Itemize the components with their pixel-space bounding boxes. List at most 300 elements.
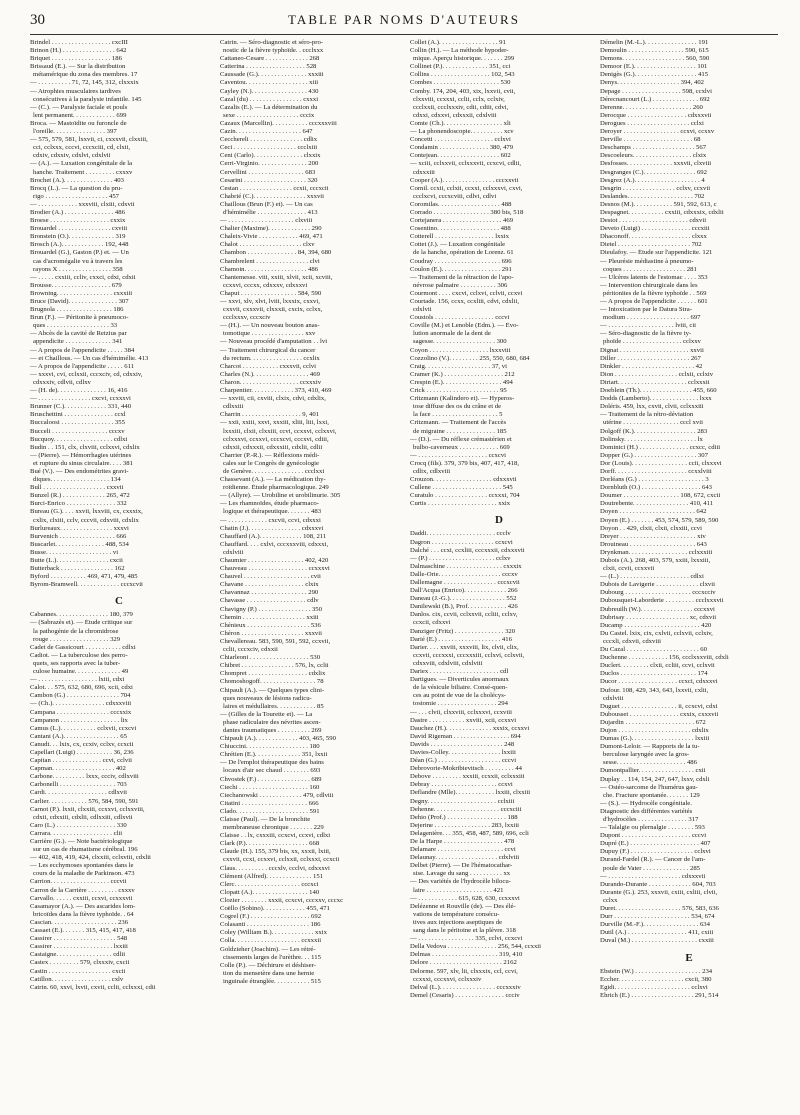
index-entry: de la vésicule biliaire. Consé-quen- (413, 684, 508, 692)
index-entry: sagesse. . . . . . . . . . . . . . . . . . . 300 (413, 338, 507, 346)
index-entry: Diller . . . . . . . . . . . . . . . . . . . . . . 267 (600, 354, 701, 362)
index-entry: — La phonendoscopie. . . . . . . . . . xcv (410, 128, 514, 136)
index-entry: Briquet . . . . . . . . . . . . . . . . . . 186 (30, 55, 122, 63)
index-entry: Chatin (J.). . . . . . . . . . . . . . . . cdxxxvi (220, 524, 324, 532)
index-entry: — . . . . . . . . . . . . . . . . . . lxiii, cdxi (30, 676, 125, 684)
index-entry: Chambrelent . . . . . . . . . . . . . . . . clvi (220, 257, 320, 265)
index-entry: Egidi. . . . . . . . . . . . . . . . . . . . . . . cclxvi (600, 983, 708, 991)
index-entry: cdlix, cdlxviii (413, 467, 451, 475)
index-entry: Chavigny (P.) . . . . . . . . . . . . . . . . 350 (220, 605, 322, 613)
index-entry: vations de température consécu- (413, 910, 500, 918)
index-entry: — Des variétés de l'hydrocèle bilocu- (410, 878, 511, 886)
index-entry: Campana . . . . . . . . . . . . . . . . cccxxix (30, 708, 132, 716)
index-entry: — A propos de l'appendicite . . . . . 384 (30, 346, 135, 354)
index-entry: Brosch (A.). . . . . . . . . . . . . 192, 448 (30, 241, 129, 249)
index-entry: phoïde . . . . . . . . . . . . . . . . . . cclxxv (603, 338, 701, 346)
index-entry: Chénieux . . . . . . . . . . . . . . . . . . . 536 (220, 621, 321, 629)
index-entry: Destot . . . . . . . . . . . . . . . . . . . . . cdxvii (600, 217, 707, 225)
index-entry: Collet (A.). . . . . . . . . . . . . . . . . . 91 (410, 39, 506, 46)
index-entry: Davies-Colley. . . . . . . . . . . . . . . . lxxiii (410, 748, 516, 756)
index-entry: Delagenière. . . 355, 458, 487, 589, 696, ccli (410, 829, 529, 837)
index-entry: phase radiculaire des névrites ascen- (223, 718, 321, 726)
index-entry: Desgrez (A.). . . . . . . . . . . . . . . . . . . . 4 (600, 176, 705, 184)
index-entry: Dupré (E.) . . . . . . . . . . . . . . . . . . . . . 407 (600, 840, 711, 848)
index-entry: Goldzieher (Joachim). — Les rétré- (220, 945, 316, 953)
index-entry: de Genève. . . . . . . . . . . . . . . . ccclxxi (223, 467, 325, 475)
index-entry: Dérecnancourt (L.) . . . . . . . . . . . . . . 692 (600, 95, 710, 103)
index-entry: — (D.). — Du réflexe crémastérien et (410, 435, 512, 443)
index-entry: Cadiot. — La tuberculose des perro- (30, 651, 128, 659)
index-entry: Coëllo (Sobino). . . . . . . . . . . . . 455, 471 (220, 905, 330, 913)
index-entry: Cascian. . . . . . . . . . . . . . . . . . . . 236 (30, 918, 129, 926)
index-entry: diques. . . . . . . . . . . . . . . . . . 134 (33, 476, 121, 484)
index-entry: Coley (William B.). . . . . . . . . . . . . xxix (220, 929, 327, 937)
index-entry: Cogrel (F.) . . . . . . . . . . . . . . . . . . 692 (220, 913, 322, 921)
index-entry: de migraine . . . . . . . . . . . . . . . 185 (413, 427, 507, 435)
index-entry: — Séro-diagnostic de la fièvre ty- (600, 330, 692, 338)
index-entry: — Abcès de la cavité de Retzius par (30, 330, 127, 338)
index-entry: Demel (Cesaris) . . . . . . . . . . . . . . . ccciv (410, 991, 520, 999)
index-entry: Bucceli . . . . . . . . . . . . . . . . . cccxv (30, 427, 125, 435)
index-entry: Dupont . . . . . . . . . . . . . . . . . . . . . cccvi (600, 832, 707, 840)
index-entry: Chalier (Maxime). . . . . . . . . . . . . 290 (220, 225, 322, 233)
index-entry: Caventou. . . . . . . . . . . . . . . . . . . xiii (220, 79, 319, 87)
index-entry: cdxxxiii (413, 168, 435, 176)
index-entry: Clopatt (A.). . . . . . . . . . . . . . . . . 140 (220, 888, 320, 896)
index-entry: Diagnostic des différentes variétés (600, 807, 693, 815)
index-entry: Clozier . . . . . . . . xxxii, ccxcvi, cccxxv, cccxc (220, 896, 344, 904)
index-entry: Broca. — Mastoïdite ou furoncle de (30, 119, 127, 127)
index-entry: Dutil (A.) . . . . . . . . . . . . . . . . . . 411, cxiii (600, 929, 714, 937)
index-entry: cxxvii, ccxi, ccxxvi, cclxxii, cclxxxi, ccxcii (223, 856, 340, 864)
index-entry: — . . . . . cxxiii, ccliv, cxxci, cdxi, cdxii (30, 273, 136, 281)
index-entry: Dalle-Orie. . . . . . . . . . . . . . . . . . . cccxv (410, 570, 518, 578)
index-entry: — Traitement de la rétro-déviation (600, 411, 694, 419)
index-entry: Butte (L.). . . . . . . . . . . . . . . . cxcii (30, 557, 123, 564)
index-entry: Durr . . . . . . . . . . . . . . . . . . . . . . . 534, 674 (600, 913, 715, 921)
index-entry: l'oreille. . . . . . . . . . . . . . . . 397 (33, 128, 117, 136)
index-entry: cdxlvii (413, 306, 432, 314)
index-entry: Comte (Ch.). . . . . . . . . . . . . . . . . . xli (410, 119, 511, 127)
index-entry: culose humaine. . . . . . . . . . . . . . 49 (33, 668, 129, 676)
index-entry: Duret. . . . . . . . . . . . . . . . . . . . 576, 583, 636 (600, 905, 719, 913)
index-column (220, 39, 398, 1000)
index-entry: Colla. . . . . . . . . . . . . . . . . . . . ccxxxii (220, 937, 322, 945)
index-entry: cas d'acromégalie vu à travers les (33, 257, 123, 265)
index-entry: Brindel . . . . . . . . . . . . . . . . . . cxcIII (30, 39, 128, 46)
index-entry: Capellari (Luigi) . . . . . . . . . . . 36, 236 (30, 748, 134, 756)
index-entry: Brouardel (G.), Gaston (P.) et. — Un (30, 249, 129, 257)
index-entry: Cadet de Gassicourt . . . . . . . . . . . cdlxi (30, 643, 136, 651)
index-entry: Cabannes. . . . . . . . . . . . . . . . 180, 379 (30, 611, 133, 619)
index-entry: Chaleix-Vivie . . . . . . . . . . . . 469, 471 (220, 233, 323, 241)
index-entry: Chauffard. . . . cxlvi, cccxxxviii, cdxxxi, (220, 540, 329, 548)
index-entry: Dinkler . . . . . . . . . . . . . . . . . . . . . . 42 (600, 362, 703, 370)
index-entry: appendicite . . . . . . . . . . . . . . 341 (33, 338, 123, 346)
index-entry: Bruce (David). . . . . . . . . . . . . . . 307 (30, 298, 129, 305)
index-entry: Byford . . . . . . . . . . . 469, 471, 479, 485 (30, 573, 138, 581)
index-entry: Durville (M.-F.). . . . . . . . . . . . . . . . . 634 (600, 921, 710, 929)
index-entry: Degny. . . . . . . . . . . . . . . . . . . . . cclxiii (410, 797, 515, 805)
index-entry: Charrier (P.-R.). — Réflexions médi- (220, 451, 320, 459)
index-entry: — xxvi, xlv, xlvi, lviii, lxxxix, cxxvi, (220, 298, 320, 305)
index-entry: Deslandes. . . . . . . . . . . . . . . . . . . . 702 (600, 192, 705, 200)
index-entry: — . . . . . . . . . . . . . . . . . . . . lviii, cii (600, 322, 697, 330)
index-entry: Eccher. . . . . . . . . . . . . . . . . . . . cxcii, 380 (600, 975, 712, 983)
index-entry: dantes traumatiques . . . . . . . . . . 269 (223, 726, 322, 734)
index-entry: Clerc. . . . . . . . . . . . . . . . . . . . cccxci (220, 880, 319, 888)
index-entry: Courmont . . . . cxcvi, cclxvi, cclvii, ccxvi (410, 289, 523, 297)
index-entry: la pathogénie de la chromidrose (33, 627, 119, 635)
index-entry: Dumas (G.). . . . . . . . . . . . . . . . . . . lxxiii (600, 735, 710, 743)
index-entry: Claisse . . lx, cxxxiii, ccxcvi, ccxvi, cdlxi (220, 832, 331, 840)
index-entry: — . . . clvii, clxxviii, cclxxxvi, ccxviii (410, 708, 512, 716)
index-entry: tion du mensetère dans une hernie (223, 969, 315, 977)
index-entry: — Talalgie ou plernalgie . . . . . . . . 593 (600, 824, 705, 832)
index-entry: Dehio (Prof.) . . . . . . . . . . . . . . . . . . 188 (410, 813, 518, 821)
index-entry: Comby. 174, 204, 403, xix, lxxvii, cvii, (410, 87, 516, 95)
index-entry: Duclos . . . . . . . . . . . . . . . . . . . . . . . 174 (600, 670, 708, 678)
index-entry: Clark (P.). . . . . . . . . . . . . . . . . . . 668 (220, 840, 320, 848)
index-entry: — Nouveau procédé d'amputation . . lvi (220, 338, 328, 346)
index-entry: Chemin . . . . . . . . . . . . . . . . . . . xxiii (220, 613, 319, 621)
index-entry: Chaillous (Brun (F.) et). — Un cas (220, 200, 313, 208)
index-entry: Delorme. 597, xlv, lii, clxxxix, ccl, ccvi, (410, 967, 518, 975)
index-entry: Chauvel . . . . . . . . . . . . . . . . . . . . cvii (220, 573, 321, 581)
index-entry: Cosentino. . . . . . . . . . . . . . . . . . . 488 (410, 225, 511, 233)
index-columns (30, 39, 778, 1000)
index-entry: — . . . . . . . . . . . . . . . . cxcvi, ccxxxvi (30, 395, 131, 403)
index-entry: Clado. . . . . . . . . . . . . . . . . . . . . . 591 (220, 807, 320, 815)
index-entry: cxlix, clxiii, cclv, cccvii, cdxviii, cdxlix (33, 516, 139, 524)
index-entry: — (S.). — Hydrocèle congénitale. (600, 799, 692, 807)
index-entry: ccxxvi, cccxx, cdxxxv, cdxxxvi (223, 281, 308, 289)
index-entry: Bucquoy. . . . . . . . . . . . . . . . . . cdlxi (30, 435, 128, 443)
index-entry: Cramer (K.) . . . . . . . . . . . . . . . . . . 212 (410, 370, 515, 378)
index-entry: Deroyer . . . . . . . . . . . . . . . . . ccxvi, ccxxv (600, 128, 715, 136)
index-entry: Deflandre (Mlle). . . . . . . . . . . . lxxiii, clxxiii (410, 789, 531, 797)
index-entry: Charpentier. . . . . . . . . . . . . 373, 410, 469 (220, 387, 332, 395)
index-entry: Dominici (H.) . . . . . . . . . . . . . . . ccxcc, cdiii (600, 443, 721, 451)
index-entry: — . . . . . . . . . . . . . . . . . 335, cclvi, ccxcvi (410, 935, 523, 943)
index-entry: Ciechi . . . . . . . . . . . . . . . . . . . . . 160 (220, 783, 320, 791)
index-entry: Doeblein (Th.). . . . . . . . . . . . . . . . 455, 660 (600, 387, 717, 395)
index-entry: Della Vedova . . . . . . . . . . . . . . . 256, 544, ccxxii (410, 943, 542, 951)
index-entry: Dupuy (F.) . . . . . . . . . . . . . . . . . . . cclxvi (600, 848, 711, 856)
index-entry: Demoulin . . . . . . . . . . . . . . . . . 590, 615 (600, 47, 709, 55)
section-letter: E (685, 951, 693, 964)
index-entry: Cassirer . . . . . . . . . . . . . . . . . . . 548 (30, 935, 128, 943)
index-entry: la face . . . . . . . . . . . . . . . . . . . . 5 (413, 411, 503, 419)
index-entry: Dalmaschine . . . . . . . . . . . . . . . . . cxxxix (410, 562, 522, 570)
index-entry: laires et médullaires. . . . . . . . . . . . 85 (223, 702, 324, 710)
index-entry: — xxviii, cii, cxviii, clxix, cdvi, cdxlix, (220, 395, 326, 403)
index-entry: Deveto (Luigi) . . . . . . . . . . . . . . . cccxiii (600, 225, 710, 233)
index-entry: Collins . . . . . . . . . . . . . . . . . . 102, 543 (410, 71, 515, 79)
index-entry: Drynkman. . . . . . . . . . . . . . . . . . cclxxxiii (600, 548, 713, 556)
index-entry: tives aux injections aseptiques de (413, 918, 503, 926)
index-entry: Corrado . . . . . . . . . . . . . . . . . 380 bis, 518 (410, 208, 524, 216)
index-entry: Chamoin. . . . . . . . . . . . . . . . . . . 486 (220, 265, 319, 273)
index-entry: Cornil. ccxii, cclxii, ccxxi, cclxxxvi, cxvi, (410, 184, 523, 192)
index-entry: — . . . . . . . . . . 71, 72, 145, 312, clxxxix (30, 79, 139, 87)
index-entry: Demons. . . . . . . . . . . . . . . . . . . 560, 590 (600, 55, 710, 63)
index-entry: — . . . . . . . . . . . . 615, 628, 630, ccxxxvi (410, 894, 520, 902)
index-entry: Desgranges (C.). . . . . . . . . . . . . . . . 692 (600, 168, 707, 176)
index-entry: Charrin . . . . . . . . . . . . . . . . . . 9, 401 (220, 411, 320, 419)
index-entry: Crouzon. . . . . . . . . . . . . . . . . . cdxxxvii (410, 476, 517, 484)
index-entry: cdxxxiv, cdlvii, cdlxv (33, 378, 91, 386)
index-entry: Carlier. . . . . . . . . . . . 576, 584, 590, 591 (30, 797, 139, 805)
index-entry: Castaigne. . . . . . . . . . . . . . . . . cdlii (30, 951, 126, 959)
index-entry: Chevallereau. 583, 590, 591, 592, ccxvii, (220, 637, 331, 645)
index-entry: — (Sabrazès et). — Étude critique sur (30, 619, 133, 627)
index-entry: Dujon . . . . . . . . . . . . . . . . . . . . . . cdxlix (600, 726, 709, 734)
index-entry: — Intoxication par le Datura Stra- (600, 306, 692, 314)
index-entry: sesse. . . . . . . . . . . . . . . . . . . . . 486 (603, 759, 697, 767)
index-entry: Dariex . . . . . . . . . . . . . . . . . . . . . cdl (410, 668, 509, 676)
index-entry: rouge . . . . . . . . . . . . . . . . . . 329 (33, 635, 121, 643)
index-entry: Daneau (J.-G.). . . . . . . . . . . . . . . . . 552 (410, 595, 517, 603)
index-entry: — Ulcères latents de l'estomac . . . . 353 (600, 273, 708, 281)
index-entry: Coville (M.) et Lenoble (Edm.). — Évo- (410, 322, 519, 330)
index-entry: Dallemagne . . . . . . . . . . . . . . . . cccxcvii (410, 579, 520, 586)
index-entry: Crocq (fils). 379, 379 bis, 407, 417, 418, (410, 459, 520, 467)
index-entry: et rupture du sinus circulaire. . . . 381 (33, 459, 133, 467)
index-entry: lxxxiii, clxii, clxxiii, ccvi, ccxxvi, cclxxvi, (223, 427, 337, 435)
index-entry: Chompret . . . . . . . . . . . . . . . . . . cdxlix (220, 670, 326, 678)
index-entry: Butterback . . . . . . . . . . . . . . . . 162 (30, 565, 125, 573)
index-entry: — . . . . . . . . . . . . . . . . . . . . . ccxcvi (410, 451, 507, 459)
index-entry: — xxii, xxiii, xxvi, xxxiii, xliii, liii, lxxi, (220, 419, 329, 427)
index-entry: Déan (G.) . . . . . . . . . . . . . . . . . . . cccvi (410, 757, 517, 765)
index-entry: Clément (Alfred). . . . . . . . . . . . . . 151 (220, 872, 324, 880)
index-entry: modium . . . . . . . . . . . . . . . . . . . 697 (603, 314, 701, 322)
index-entry: Derogues . . . . . . . . . . . . . . . . . . . cclxi (600, 119, 704, 127)
index-entry: Chaumier . . . . . . . . . . . . . . . . . 402, 420 (220, 557, 329, 564)
index-entry: Campanon . . . . . . . . . . . . . . . . . . lix (30, 716, 128, 724)
index-entry: Busse. . . . . . . . . . . . . . . . . . . . vi (30, 548, 119, 556)
index-entry: Durante (G.). 253, xxxvii, cxiii, cxliii, clvii, (600, 888, 718, 896)
index-entry: Duclert. . . . . . . . . clxii, ccliii, ccvi, cclxvii (600, 662, 715, 670)
index-entry: Charcot . . . . . . . . . . . cxxxvii, cclvi (220, 362, 317, 370)
index-entry: De la Harpe . . . . . . . . . . . . . . . . . . 478 (410, 838, 515, 845)
index-entry: Debray . . . . . . . . . . . . . . . . . . . . ccxvi (410, 781, 513, 789)
index-entry: Dolgoff (K.). . . . . . . . . . . . . . . . . . . 283 (600, 427, 708, 435)
index-entry: Buscarlet. . . . . . . . . . . . . . . 488, 534 (30, 540, 129, 548)
index-entry: Brouardel . . . . . . . . . . . . . . . . cxviii (30, 225, 128, 233)
index-entry: tostomie . . . . . . . . . . . . . . . . . . 294 (413, 700, 508, 708)
index-entry: Charles (N.). . . . . . . . . . . . . . . . . 469 (220, 370, 320, 378)
index-entry: cdxxii, cdxxxii, cdxxxiii, cdxlii, cdlii (223, 443, 323, 451)
index-entry: Cotterell . . . . . . . . . . . . . . . . . . lxxix (410, 233, 510, 241)
index-entry: — (C.). — Paralysie faciale et pouls (30, 103, 128, 111)
index-entry: cclxxxvi, ccxxvi, cccxcvi, cccxvi, cdiii, (223, 435, 329, 443)
index-entry: — 402, 418, 419, 424, clxxiii, cclxviii, cdxlii (30, 854, 151, 862)
index-entry: Charon. . . . . . . . . . . . . . . . . . ccxxxiv (220, 378, 322, 386)
index-entry: Chantemesse. viii, xxiii, xlvii, xcii, xcviii, (220, 273, 333, 281)
index-entry: Cazaux (Marcellin). . . . . . . . . . . cccxxxviii (220, 119, 337, 127)
index-entry: cdxxviii, cdxlviii, cdxlviii (413, 659, 483, 667)
index-entry: Burci-Enrico . . . . . . . . . . . . . . . 332 (30, 500, 127, 508)
index-entry: locaux d'air sec chaud . . . . . . . . 693 (223, 767, 321, 775)
index-entry: Dignat . . . . . . . . . . . . . . . . . . . . . xxvii (600, 346, 704, 354)
index-entry: Davids . . . . . . . . . . . . . . . . . . . . . . 248 (410, 740, 515, 748)
index-entry: Bull . . . . . . . . . . . . . . . . . . . cxxvii (30, 484, 124, 492)
index-entry: ccclxcvi, cccxcviii, cdlvi, cdlvi (413, 192, 497, 200)
index-entry: Chipault (A.). — Quelques types clini- (220, 686, 325, 694)
index-entry: Cassaet (E.). . . . . . . 315, 415, 417, 418 (30, 927, 136, 935)
index-entry: Cardi. . . . . . . . . . . . . . . . . . . cdlxvii (30, 789, 127, 797)
index-entry: rayons X . . . . . . . . . . . . . . . . 358 (33, 265, 123, 273)
index-entry: Brun (F.). — Péritonite à pneumoco- (30, 314, 129, 322)
index-entry: Chauffard (A.). . . . . . . . . . . . . 108, 211 (220, 532, 327, 540)
index-entry: — De l'emploi thérapeutique des bains (220, 759, 324, 767)
index-entry: Desfosses. . . . . . . . . . . . . . xxxvii, clxviii (600, 160, 712, 168)
index-entry: Danziger (Fritz) . . . . . . . . . . . . . . . 320 (410, 627, 516, 635)
index-entry: cdlxxiii (223, 403, 244, 411)
index-entry: Durand-Fardel (R.). — Cancer de l'am- (600, 856, 706, 864)
index-entry: — Atrophies musculaires tardives (30, 87, 121, 95)
index-entry: cclxx (603, 896, 618, 904)
index-entry: Chipault (A.). . . . . . . . . . . . . 403, 465, 590 (220, 735, 336, 743)
index-entry: d'hémimélie . . . . . . . . . . . . . . . 413 (223, 208, 318, 216)
index-entry: ccxcii, cdxxvi (413, 619, 451, 627)
index-entry: Cortejanera . . . . . . . . . . . . . . . . . . 469 (410, 217, 514, 225)
index-entry: utérine . . . . . . . . . . . . . . . . . cccl xvii (603, 419, 703, 427)
index-entry: — (Gilles de la Tourette et). — La (220, 710, 313, 718)
index-entry: névrose palmaire . . . . . . . . . . . 306 (413, 281, 508, 289)
index-entry: ccxxxi, cccxxvi, cclxxxiv (413, 975, 482, 983)
index-entry: Du Castel. lxix, cix, cxlvii, cclxvii, cclxiv, (600, 629, 713, 637)
index-entry: Carbonelli . . . . . . . . . . . . . . . . . 703 (30, 781, 127, 789)
index-entry: Condamin . . . . . . . . . . . . . . . 380, 479 (410, 144, 514, 152)
index-entry: Broese . . . . . . . . . . . . . . . . . . cxxix (30, 217, 126, 225)
index-entry: Dartigues. — Diverticules anormaux (410, 676, 509, 684)
index-entry: Dumontpallier. . . . . . . . . . . . . . . . . cxii (600, 767, 706, 775)
index-entry: Dor (Louis). . . . . . . . . . . . . . . . . ccii, clxxxvi (600, 459, 722, 467)
index-column (30, 39, 208, 1000)
index-entry: Dubrisay . . . . . . . . . . . . . . . . . . . xc, cdxvii (600, 613, 717, 621)
index-entry: bulbo-caverneux . . . . . . . . . . . . 669 (413, 443, 510, 451)
index-entry: Dopper (G.) . . . . . . . . . . . . . . . . . . . 307 (600, 451, 708, 459)
index-entry: Curtis . . . . . . . . . . . . . . . . . . . . . xxix (410, 500, 511, 508)
index-entry: Darié (E.) . . . . . . . . . . . . . . . . . . . 416 (410, 635, 512, 643)
index-entry: Du Cazal . . . . . . . . . . . . . . . . . . . . . . 60 (600, 646, 707, 654)
index-entry: Dubois de Lavigerie . . . . . . . . . . . . . clxvii (600, 581, 715, 589)
index-entry: Chassevant (A.). — La médication thy- (220, 476, 326, 484)
index-entry: Delbet (Pierre). — De l'hématocathar- (410, 862, 513, 870)
index-entry: Catterina . . . . . . . . . . . . . . . . . . 528 (220, 63, 317, 71)
running-title: TABLE PAR NOMS D'AUTEURS (288, 12, 520, 27)
index-entry: Dubois (A.). 268, 403, 579, xxiii, lxxxiii, (600, 557, 711, 564)
index-entry: Dujardin . . . . . . . . . . . . . . . . . . . . . 672 (600, 718, 706, 726)
index-entry: Doyon . . 429, clxii, clxii, clxxiii, ccvi (600, 524, 702, 532)
index-entry: Colle (P.). — Déchirure et déshiser- (220, 961, 316, 969)
index-entry: Doyen . . . . . . . . . . . . . . . . . . . . . . . 642 (600, 508, 707, 516)
index-entry: tose diffuse des os du crâne et de (413, 403, 502, 411)
index-entry: Contejean. . . . . . . . . . . . . . . . . . . 602 (410, 152, 511, 160)
index-entry: Dorff. . . . . . . . . . . . . . . . . . . . . . ccxxlviii (600, 467, 712, 475)
index-entry: Dolinsky. . . . . . . . . . . . . . . . . . . . . . lx (600, 435, 703, 443)
index-entry: Calot. . . 575, 632, 680, 696, xcii, cdxi (30, 684, 133, 692)
index-entry: Concetti . . . . . . . . . . . . . . . . . . cclxvi (410, 136, 511, 144)
index-entry: cci, cclxxx, cccvi, cccxciii, cd, clxii, (33, 144, 131, 152)
index-entry: — Intervention chirurgicale dans les (600, 281, 698, 289)
index-entry: Chomoshogoff. . . . . . . . . . . . . . . . . 78 (220, 678, 324, 686)
index-entry: Cerri-Virginio. . . . . . . . . . . . . . . 200 (220, 160, 319, 168)
index-entry: — Pleurésie médiastine à pneumo- (600, 257, 694, 265)
index-entry: — Traitement chirurgical du cancer (220, 346, 316, 354)
index-entry: cccxli, cdxvii, cdxviii (603, 637, 661, 645)
index-entry: Carvallo. . . . . . cxxiii, ccxvi, ccxxxvii (30, 894, 133, 902)
index-entry: Dejerine . . . . . . . . . . . . . . . . . 283, lxxiii (410, 821, 520, 829)
index-entry: — (Pierre). — Hémorrhagies utérines (30, 451, 132, 459)
index-entry: Dhaconoff. . . . . . . . . . . . . . . . . . . clxxx (600, 233, 707, 241)
index-entry: Derocque . . . . . . . . . . . . . . . . . . cdxxxvii (600, 111, 712, 119)
index-entry: Budin . . 151, clx, clxviii, cclxxvi, cdxlix (30, 443, 140, 451)
index-entry: Delmas . . . . . . . . . . . . . . . . . . . . 319, 410 (410, 951, 523, 959)
index-entry: d'hydrocèles . . . . . . . . . . . . . . . 317 (603, 816, 699, 823)
index-entry: Doutrebente. . . . . . . . . . . . . . . . . 410, 411 (600, 500, 714, 508)
index-entry: roïdienne. Étude pharmacologique. 249 (223, 484, 329, 492)
index-entry: cissements larges de l'urèthre. . . 115 (223, 953, 321, 961)
index-entry: Chavasse . . . . . . . . . . . . . . . . . . cdlv (220, 597, 319, 605)
index-entry: Dalché . . . ccxi, ccxliii, cccxxxii, cdxxxvii (410, 546, 525, 554)
index-entry: Collinet (P.). . . . . . . . . . . . . . 351, cci (410, 63, 511, 71)
index-entry: — Les ecchymoses spontanées dans le (30, 862, 134, 870)
index-entry: Demoor (E.). . . . . . . . . . . . . . . . . . . 101 (600, 63, 708, 71)
index-entry: Bureau (G.). . . . xxvii, lxxviii, cx, cxxxix, (30, 508, 143, 516)
index-entry: Delamare . . . . . . . . . . . . . . . . . . . . ccvi (410, 846, 516, 854)
index-entry: — (P.) . . . . . . . . . . . . . . . . . . . . cclxv (410, 554, 511, 562)
index-entry: cclii, cccxciv, cdxxii (223, 646, 278, 654)
index-entry: Duchenne . . . . . . . . . . . . 156, ccclxxxviii, cdxli (600, 654, 729, 662)
index-entry: Chauveau . . . . . . . . . . . . . . . . . . ccxxxvi (220, 565, 330, 573)
index-entry: Chambon . . . . . . . . . . . . . . . 84, 394, 680 (220, 249, 332, 257)
index-entry: Desgrin . . . . . . . . . . . . . . . . cclxv, ccxvii (600, 184, 711, 192)
index-column (410, 39, 588, 1000)
index-entry: Brousse. . . . . . . . . . . . . . . . . . 679 (30, 281, 122, 289)
index-entry: — A propos de l'appendicite . . . . . 611 (30, 362, 135, 370)
index-entry: Despagnet. . . . . . . . . . . cxxiii, cdxxxix, cdxlii (600, 208, 724, 216)
index-entry: Doyen (E.) . . . . . . . 453, 574, 579, 589, 590 (600, 516, 719, 524)
index-entry: rigo . . . . . . . . . . . . . . . . . . . 457 (33, 192, 120, 200)
index-entry: ques nouveaux de lésions radicu- (223, 694, 312, 702)
section-letter: C (115, 595, 123, 608)
index-entry: Duplay . . 114, 154, 247, 647, lxxv, cdxli (600, 775, 710, 783)
index-entry: Browning. . . . . . . . . . . . . . . . . cxxxiii (30, 289, 133, 297)
index-entry: Critzmann. — Traitement de l'accès (410, 419, 507, 427)
index-entry: — (Ch.). . . . . . . . . . . . . . . . cdxxxviii (30, 700, 132, 708)
index-entry: Cottet (J.). — Luxation congénitale (410, 241, 506, 249)
index-entry: logique et thérapeutique. . . . . . . 483 (223, 508, 322, 516)
index-entry: sise. Lavage du sang . . . . . . . . . . xx (413, 870, 511, 878)
index-entry: Camus (L.). . . . . . . . . . . cclxvii, ccxcvi (30, 724, 137, 732)
index-entry: Carbone. . . . . . . . . . lxxx, ccciv, cdlxviii (30, 773, 139, 781)
index-entry: Claude (H.). 155, 379 bis, xx, xxxii, lxiii, (220, 848, 331, 856)
index-entry: Citatini . . . . . . . . . . . . . . . . . . . . 666 (220, 799, 319, 807)
index-entry: Cazin. . . . . . . . . . . . . . . . . . . . 647 (220, 128, 313, 136)
index-entry: Danilewski (B.), Prof. . . . . . . . . . . . 426 (410, 603, 518, 611)
index-entry: Coulon (E.). . . . . . . . . . . . . . . . . . 291 (410, 265, 512, 273)
index-entry: cdxlviii (223, 548, 244, 556)
index-entry: Cassirer . . . . . . . . . . . . . . . . . . lxxiii (30, 943, 128, 951)
index-entry: Chaput . . . . . . . . . . . . . . . . . 584, 590 (220, 289, 322, 297)
index-entry: Byrom-Bramwell. . . . . . . . . . . . . cccxcvii (30, 581, 143, 589)
index-entry: sexe . . . . . . . . . . . . . . . . . . . cccix (223, 111, 315, 119)
index-entry: Chéron . . . . . . . . . . . . . . . . . . . xxxvii (220, 629, 322, 637)
